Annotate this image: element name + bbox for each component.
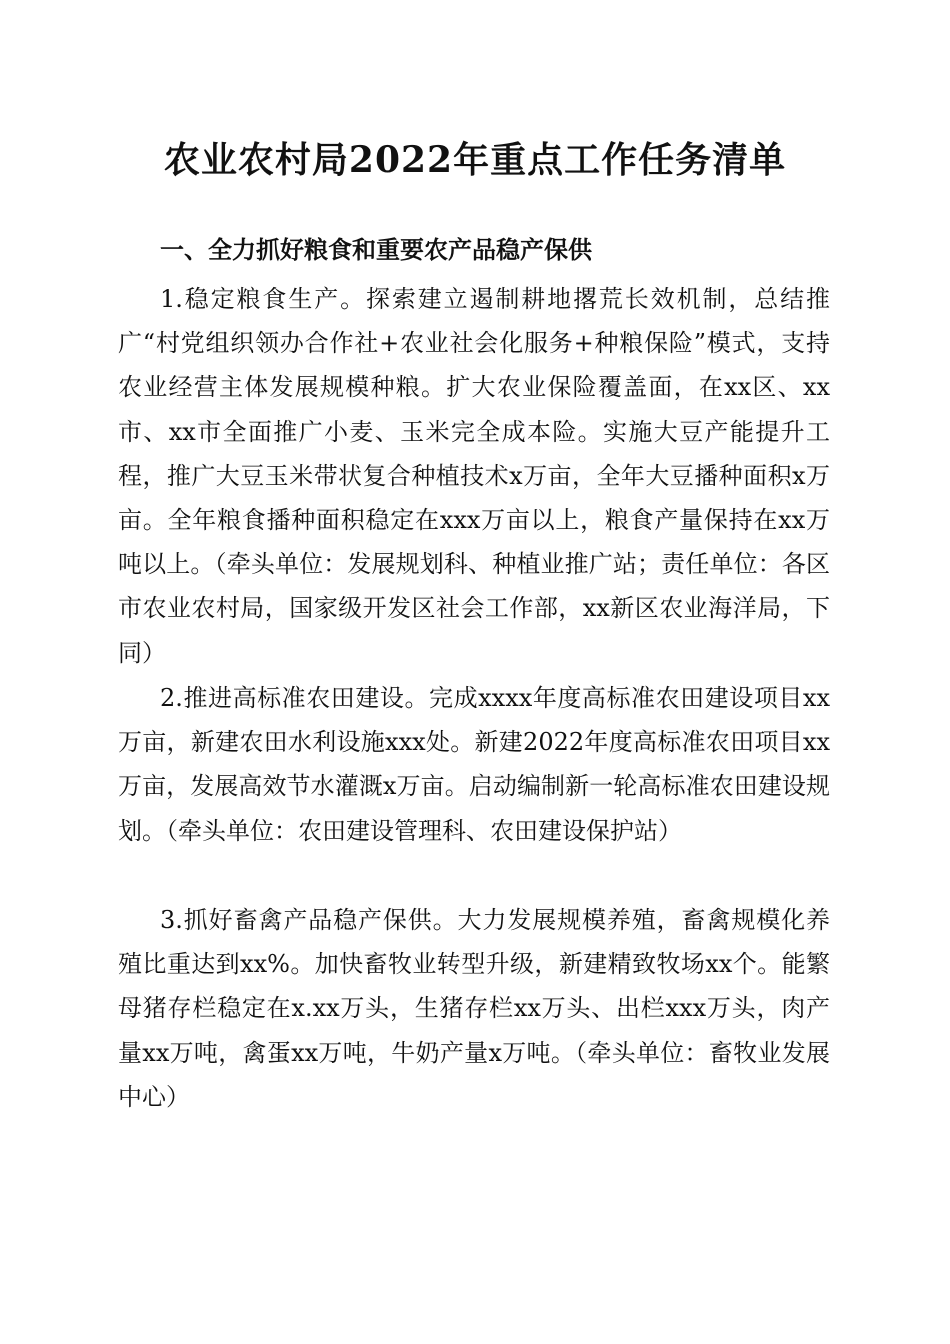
paragraph-stabilize-grain-production: 1.稳定粮食生产。探索建立遏制耕地撂荒长效机制，总结推广“村党组织领办合作社+农业社会化服务+种粮保险”模式，支持农业经营主体发展规模种粮。扩大农业保险覆盖面，在xx区、xx市、xx市全面推广小麦、玉米完全成本险。实施大豆产能提升工程，推广大豆玉米带状复合种植技术x万亩，全年大豆播种面积x万亩。全年粮食播种面积稳定在xxx万亩以上，粮食产量保持在xx万吨以上。（牵头单位：发展规划科、种植业推广站；责任单位：各区市农业农村局，国家级开发区社会工作部，xx新区农业海洋局，下同） [118,285,830,667]
section-heading: 一、全力抓好粮食和重要农产品稳产保供 [160,236,592,264]
paragraph-livestock-supply: 3.抓好畜禽产品稳产保供。大力发展规模养殖，畜禽规模化养殖比重达到xx%。加快畜牧业转型升级，新建精致牧场xx个。能繁母猪存栏稳定在x.xx万头，生猪存栏xx万头、出栏xxx万头，肉产量xx万吨，禽蛋xx万吨，牛奶产量x万吨。（牵头单位：畜牧业发展中心） [118,906,830,1111]
paragraph-high-standard-farmland: 2.推进高标准农田建设。完成xxxx年度高标准农田建设项目xx万亩，新建农田水利设施xxx处。新建2022年度高标准农田项目xx万亩，发展高效节水灌溉x万亩。启动编制新一轮高标准农田建设规划。（牵头单位：农田建设管理科、农田建设保护站） [118,684,830,845]
document-title: 农业农村局2022年重点工作任务清单 [163,139,787,181]
